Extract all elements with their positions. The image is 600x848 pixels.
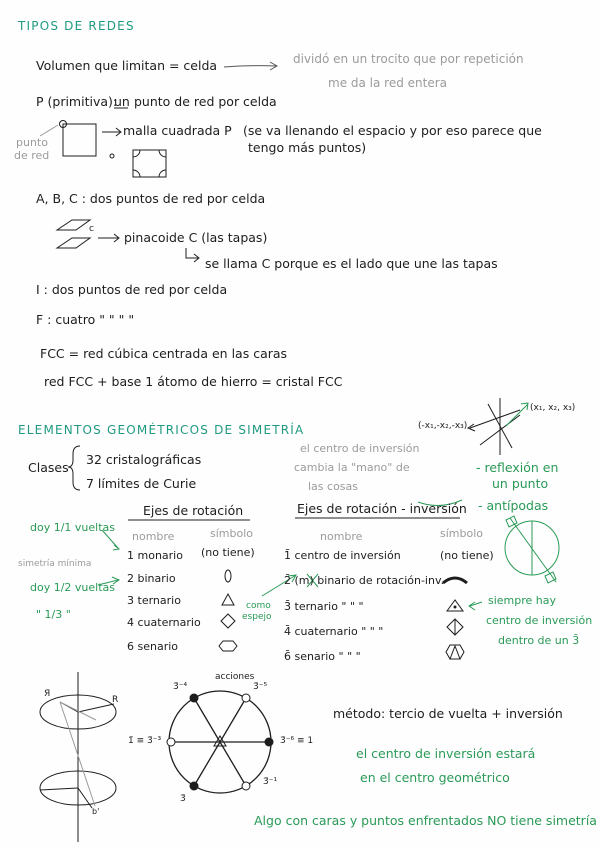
rot-name: binario xyxy=(137,572,176,585)
p-primitiva-rest: punto de red por celda xyxy=(134,94,277,109)
punto-de-red-1: punto xyxy=(16,136,48,149)
rot-row-3 xyxy=(127,595,181,606)
rot-num: 2 xyxy=(127,572,134,585)
label-3-m4: 3̄⁻⁴ xyxy=(173,682,188,692)
label-3-m6: 3̄⁻⁶ ≡ 1 xyxy=(280,736,314,746)
inv-num: 6̄ xyxy=(284,650,291,663)
label-3-m5: 3̄⁻⁵ xyxy=(253,682,268,692)
inv-row-4 xyxy=(284,626,383,637)
fcc-line: FCC = red cúbica centrada en las caras xyxy=(40,346,288,361)
inv-name: senario " " " xyxy=(294,650,361,663)
hook-arrow-se-llama xyxy=(186,248,199,262)
label-R-mirror: Я xyxy=(44,689,51,699)
inv-row-2 xyxy=(284,575,444,586)
antipodas-circle-drawing xyxy=(505,516,559,583)
centro-estara-1: el centro de inversión estará xyxy=(356,746,536,761)
clases-label: Clases xyxy=(28,460,69,475)
square-quarters-drawing xyxy=(133,150,166,177)
rot-name: monario xyxy=(137,549,183,562)
inv-name: ternario " " " xyxy=(294,600,364,613)
heading-elementos: ELEMENTOS GEOMÉTRICOS DE SIMETRÍA xyxy=(18,423,305,437)
inv-num: 3̄ xyxy=(284,600,291,613)
col-simbolo-1: símbolo xyxy=(210,527,254,540)
inv-name: cuaternario " " " xyxy=(294,625,384,638)
c-label: c xyxy=(89,224,94,234)
green-arrow-to-axes xyxy=(506,403,528,426)
red-fcc-line: red FCC + base 1 átomo de hierro = cristal FCC xyxy=(44,374,343,389)
siempre-hay-1: siempre hay xyxy=(488,594,557,607)
ejes-rotacion-inversion: Ejes de rotación - inversión xyxy=(297,501,467,516)
inv-row-1 xyxy=(284,550,401,561)
rot-row-4 xyxy=(127,617,201,628)
inv-num: 4̄ xyxy=(284,625,291,638)
p-primitiva-un: un xyxy=(114,94,130,109)
punto-de-red-pointer xyxy=(40,125,58,136)
rot-name: ternario xyxy=(137,594,181,607)
rot-row-1 xyxy=(127,550,183,561)
heading-tipos-de-redes: TIPOS DE REDES xyxy=(18,19,135,33)
rot-num: 4 xyxy=(127,616,134,629)
metodo-line: método: tercio de vuelta + inversión xyxy=(333,706,563,721)
inv-name: centro de inversión xyxy=(294,549,401,562)
centro-estara-2: en el centro geométrico xyxy=(360,770,510,785)
label-3-m1: 3̄⁻¹ xyxy=(263,777,278,787)
pinacoide-line: pinacoide C (las tapas) xyxy=(124,230,268,245)
col-simbolo-2: símbolo xyxy=(440,527,484,540)
rot-num: 6 xyxy=(127,640,134,653)
doy-brackets xyxy=(98,530,119,585)
reflexion-1: - reflexión en xyxy=(476,460,559,475)
inv-num: 1̄ xyxy=(284,549,291,562)
p-primitiva-label: P (primitiva): xyxy=(36,94,118,109)
acciones-label: acciones xyxy=(215,672,255,682)
stereogram-drawing xyxy=(169,691,271,793)
doy-2-vueltas: doy 1/2 vueltas xyxy=(30,581,116,594)
label-1-eq: 1̄ ≡ 3̄⁻³ xyxy=(128,736,162,746)
siempre-hay-2: centro de inversión xyxy=(486,614,593,627)
cristalograficas: 32 cristalográficas xyxy=(86,452,202,467)
inv-row-3 xyxy=(284,601,364,612)
siempre-hay-3: dentro de un 3̄ xyxy=(498,634,580,647)
siempre-arrow xyxy=(469,602,482,610)
coords-negative: (-x₁,-x₂,-x₃) xyxy=(418,421,468,431)
se-va-llenando-1: (se va llenando el espacio y por eso parece que xyxy=(243,123,542,138)
rot-num: 1 xyxy=(127,549,134,562)
inv-name: (m) binario de rotación-inv. xyxy=(294,574,445,587)
rot-sym-none: (no tiene) xyxy=(201,546,255,559)
volumen-line: Volumen que limitan = celda xyxy=(36,58,218,73)
arrow-to-pinacoide xyxy=(98,234,119,242)
axes-3d-drawing xyxy=(468,398,520,455)
arrow-celda-to-note xyxy=(224,62,277,70)
reflexion-2: un punto xyxy=(492,476,549,491)
col-nombre-1: nombre xyxy=(132,530,175,543)
ejes-rotacion: Ejes de rotación xyxy=(143,503,244,518)
punto-de-red-2: de red xyxy=(14,149,50,162)
pinacoide-drawing xyxy=(57,220,90,248)
rot-num: 3 xyxy=(127,594,134,607)
antipodas: - antípodas xyxy=(478,498,549,513)
inv-num: 2̄ xyxy=(284,574,291,587)
rot-row-2 xyxy=(127,573,176,584)
col-nombre-2: nombre xyxy=(320,530,363,543)
inv-sym-none: (no tiene) xyxy=(440,549,494,562)
gray-centro-3: las cosas xyxy=(308,480,359,493)
rot-symbols xyxy=(219,570,237,651)
malla-cuadrada: malla cuadrada P xyxy=(123,123,232,138)
algo-con-caras: Algo con caras y puntos enfrentados NO tiene simetría xyxy=(254,813,597,828)
rot-name: senario xyxy=(137,640,179,653)
como-espejo-2: espejo xyxy=(242,612,272,622)
gray-centro-2: cambia la "mano" de xyxy=(294,461,410,474)
se-llama-line: se llama C porque es el lado que une las tapas xyxy=(205,256,498,271)
square-p-drawing xyxy=(60,121,115,159)
doy-3-vueltas: " 1/3 " xyxy=(36,608,71,621)
simetria-minima: simetría mínima xyxy=(18,559,92,569)
gray-centro-1: el centro de inversión xyxy=(300,442,420,455)
rot-name: cuaternario xyxy=(137,616,201,629)
i-line: I : dos puntos de red por celda xyxy=(36,282,228,297)
rot-row-6 xyxy=(127,641,178,652)
clases-brace xyxy=(68,446,80,490)
abc-line: A, B, C : dos puntos de red por celda xyxy=(36,191,266,206)
limites-curie: 7 límites de Curie xyxy=(86,476,197,491)
label-R: R xyxy=(112,695,119,705)
label-3bar-bottom: 3̄ xyxy=(180,794,186,804)
label-b-prime: b' xyxy=(92,807,100,816)
gray-note-2: me da la red entera xyxy=(328,76,448,90)
arrow-to-malla xyxy=(102,128,121,136)
se-va-llenando-2: tengo más puntos) xyxy=(248,140,367,155)
inv-symbols xyxy=(443,578,467,659)
gray-note-1: dividó en un trocito que por repetición xyxy=(293,52,524,66)
doy-1-vueltas: doy 1/1 vueltas xyxy=(30,521,116,534)
inv-row-6 xyxy=(284,651,361,662)
f-line: F : cuatro " " " " xyxy=(36,312,135,327)
coords-positive: (x₁, x₂, x₃) xyxy=(530,403,576,413)
inversion-3d-drawing xyxy=(40,672,119,842)
como-espejo-1: como xyxy=(246,601,271,611)
